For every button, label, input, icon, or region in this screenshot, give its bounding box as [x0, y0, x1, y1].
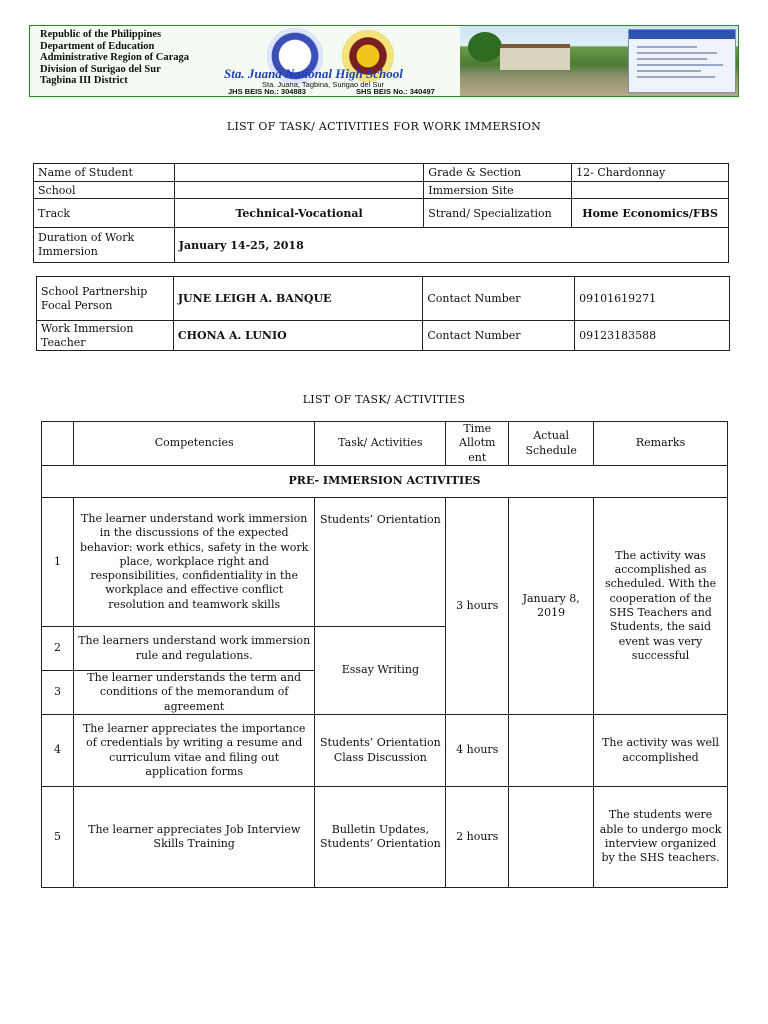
header-competencies: Competencies — [73, 422, 315, 466]
row-time: 2 hours — [446, 787, 509, 888]
row-schedule — [509, 715, 594, 787]
org-line: Administrative Region of Caraga — [40, 52, 190, 63]
org-line: Republic of the Philippines — [40, 29, 162, 40]
row-number: 5 — [42, 787, 74, 888]
site-value — [572, 182, 729, 199]
row-number: 3 — [42, 671, 74, 715]
school-value — [174, 182, 424, 199]
header-task: Task/ Activities — [315, 422, 446, 466]
row-remarks: The activity was well accomplished — [594, 715, 728, 787]
teacher-label: Work Immersion Teacher — [37, 321, 174, 351]
campus-photo — [460, 26, 738, 96]
row-task: Essay Writing — [315, 627, 446, 715]
name-value — [174, 164, 424, 182]
signboard-line — [637, 70, 701, 72]
signboard-line — [637, 76, 715, 78]
row-time: 4 hours — [446, 715, 509, 787]
row-competency: The learner understands the term and conditions of the memorandum of agreement — [73, 671, 315, 715]
shs-beis-number: SHS BEIS No.: 340497 — [356, 87, 435, 96]
grade-value: 12- Chardonnay — [572, 164, 729, 182]
site-label: Immersion Site — [424, 182, 572, 199]
org-line: Tagbina III District — [40, 75, 128, 86]
row-schedule: January 8, 2019 — [509, 498, 594, 715]
header-time: Time Allotm ent — [446, 422, 509, 466]
contacts-table — [36, 276, 730, 351]
signboard-line — [637, 58, 707, 60]
school-address: Sta. Juana, Tagbina, Surigao del Sur — [262, 80, 385, 89]
strand-label: Strand/ Specialization — [424, 199, 572, 228]
track-value: Technical-Vocational — [174, 199, 424, 228]
row-remarks: The activity was accomplished as scheduled. With the cooperation of the SHS Teachers and Students, the said event was very successful — [594, 498, 728, 715]
photo-building — [500, 44, 570, 70]
photo-tree — [468, 32, 502, 62]
school-name: Sta. Juana National High School — [224, 66, 403, 81]
row-task: Students’ Orientation — [315, 498, 446, 627]
row-competency: The learner appreciates the importance of credentials by writing a resume and curriculum vitae and filing out application forms — [73, 715, 315, 787]
header-schedule: Actual Schedule — [509, 422, 594, 466]
row-number: 2 — [42, 627, 74, 671]
banner-text-panel — [30, 26, 460, 96]
section-heading: PRE- IMMERSION ACTIVITIES — [42, 466, 728, 498]
header-banner — [29, 25, 739, 97]
row-task: Bulletin Updates, Students’ Orientation — [315, 787, 446, 888]
row-competency: The learners understand work immersion rule and regulations. — [73, 627, 315, 671]
organization-lines — [40, 29, 189, 87]
header-remarks: Remarks — [594, 422, 728, 466]
org-line: Division of Surigao del Sur — [40, 63, 161, 75]
row-task: Students’ Orientation Class Discussion — [315, 715, 446, 787]
header-number — [42, 422, 74, 466]
focal-person-name: JUNE LEIGH A. BANQUE — [173, 277, 423, 321]
teacher-contact-label: Contact Number — [423, 321, 575, 351]
row-competency: The learner appreciates Job Interview Skills Training — [73, 787, 315, 888]
org-line: Department of Education — [40, 40, 155, 52]
table-row — [42, 715, 728, 787]
row-number: 4 — [42, 715, 74, 787]
table-row — [42, 787, 728, 888]
page-title: LIST OF TASK/ ACTIVITIES FOR WORK IMMERSION — [226, 120, 542, 133]
school-label: School — [34, 182, 175, 199]
strand-value: Home Economics/FBS — [572, 199, 729, 228]
signboard-header — [629, 30, 735, 39]
duration-label: Duration of Work Immersion — [34, 228, 175, 263]
teacher-name: CHONA A. LUNIO — [173, 321, 423, 351]
name-label: Name of Student — [34, 164, 175, 182]
row-remarks: The students were able to undergo mock interview organized by the SHS teachers. — [594, 787, 728, 888]
tasks-title: LIST OF TASK/ ACTIVITIES — [302, 393, 466, 406]
jhs-beis-number: JHS BEIS No.: 304883 — [228, 87, 306, 96]
teacher-contact-number: 09123183588 — [575, 321, 730, 351]
duration-value: January 14-25, 2018 — [174, 228, 728, 263]
focal-contact-number: 09101619271 — [575, 277, 730, 321]
signboard-line — [637, 64, 723, 66]
row-time: 3 hours — [446, 498, 509, 715]
row-schedule — [509, 787, 594, 888]
student-info-table — [33, 163, 729, 263]
row-competency: The learner understand work immersion in the discussions of the expected behavior: work ethics, safety in the work place, workplace right and responsibilities, confidentiality in the workplace and effective conflict resolution and teamwork skills — [73, 498, 315, 627]
table-row — [42, 498, 728, 627]
tasks-table — [41, 421, 728, 888]
grade-label: Grade & Section — [424, 164, 572, 182]
row-number: 1 — [42, 498, 74, 627]
track-label: Track — [34, 199, 175, 228]
signboard-line — [637, 52, 717, 54]
focal-contact-label: Contact Number — [423, 277, 575, 321]
signboard-line — [637, 46, 697, 48]
focal-person-label: School Partnership Focal Person — [37, 277, 174, 321]
photo-signboard — [628, 29, 736, 93]
